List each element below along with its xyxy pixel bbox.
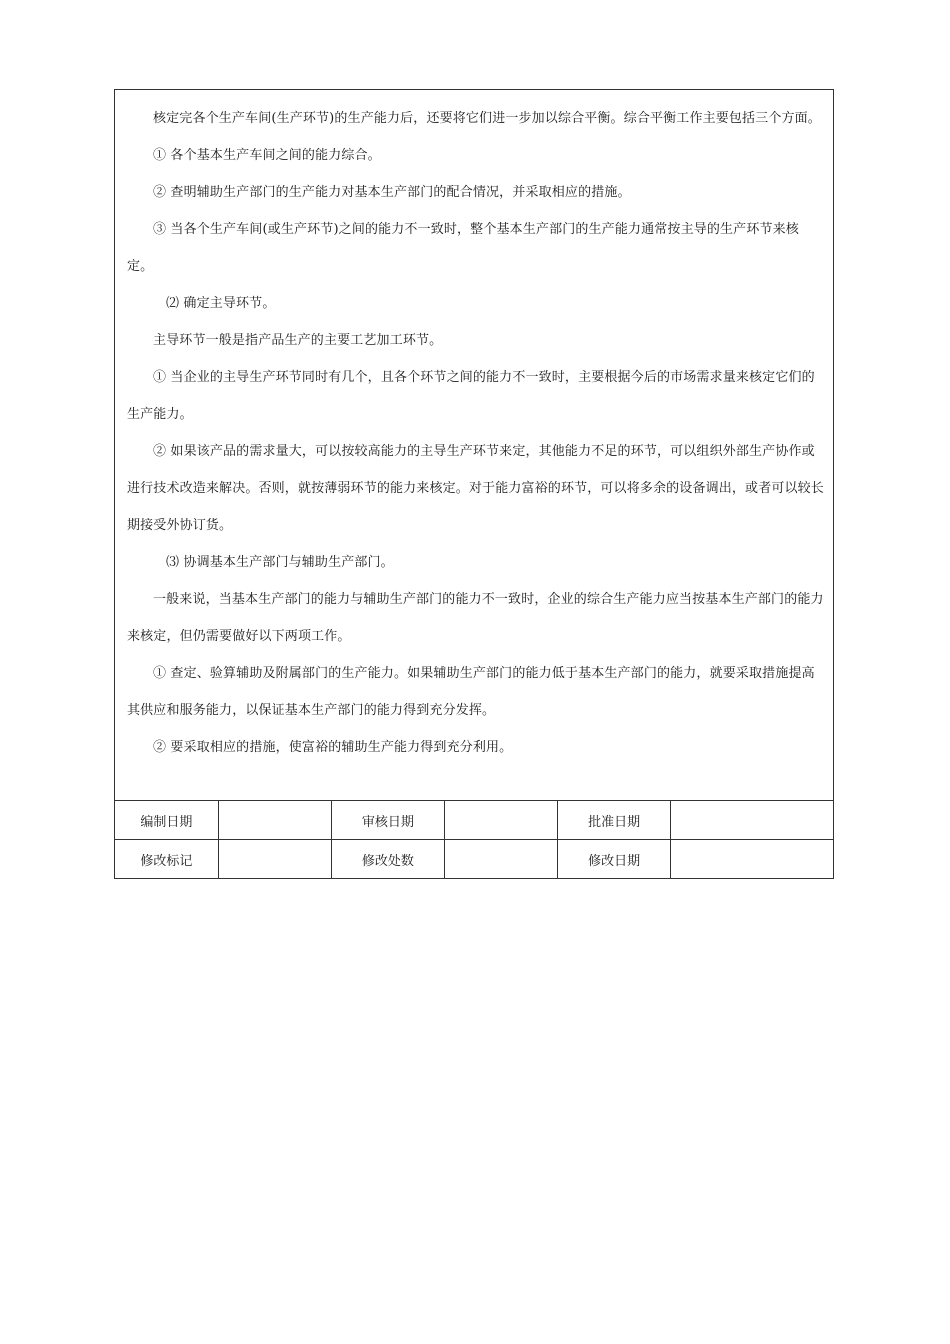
- paragraph-item-2: ② 查明辅助生产部门的生产能力对基本生产部门的配合情况，并采取相应的措施。: [153, 185, 631, 200]
- approval-row: [115, 801, 833, 840]
- revision-date-field[interactable]: [671, 840, 833, 879]
- approval-date-label: 批准日期: [558, 801, 671, 840]
- review-date-field[interactable]: [444, 801, 557, 840]
- review-date-label: 审核日期: [331, 801, 444, 840]
- document-frame: [114, 89, 834, 879]
- revision-row: [115, 840, 833, 879]
- prepared-date-field[interactable]: [218, 801, 331, 840]
- paragraph-intro: 核定完各个生产车间(生产环节)的生产能力后，还要将它们进一步加以综合平衡。综合平衡工作主要包括三个方面。: [153, 111, 821, 126]
- paragraph-coordination-1: ① 查定、验算辅助及附属部门的生产能力。如果辅助生产部门的能力低于基本生产部门的能力，就要采取措施提高其供应和服务能力，以保证基本生产部门的能力得到充分发挥。: [127, 666, 815, 718]
- revision-count-label: 修改处数: [331, 840, 444, 879]
- section-heading-3: ⑶ 协调基本生产部门与辅助生产部门。: [166, 555, 394, 570]
- revision-mark-label: 修改标记: [115, 840, 218, 879]
- paragraph-item-1: ① 各个基本生产车间之间的能力综合。: [153, 148, 381, 163]
- paragraph-main-link-2: ② 如果该产品的需求量大，可以按较高能力的主导生产环节来定，其他能力不足的环节，可以组织外部生产协作或进行技术改造来解决。否则，就按薄弱环节的能力来核定。对于能力富裕的环节，可以将多余的设备调出，或者可以较长期接受外协订货。: [127, 444, 824, 533]
- content-cell: [115, 90, 833, 801]
- paragraph-coordination: 一般来说，当基本生产部门的能力与辅助生产部门的能力不一致时，企业的综合生产能力应当按基本生产部门的能力来核定，但仍需要做好以下两项工作。: [127, 592, 824, 644]
- paragraph-coordination-2: ② 要采取相应的措施，使富裕的辅助生产能力得到充分利用。: [153, 740, 513, 755]
- approval-table: [115, 801, 833, 878]
- approval-date-field[interactable]: [671, 801, 833, 840]
- revision-mark-field[interactable]: [218, 840, 331, 879]
- paragraph-item-3: ③ 当各个生产车间(或生产环节)之间的能力不一致时，整个基本生产部门的生产能力通常按主导的生产环节来核定。: [127, 222, 799, 274]
- revision-date-label: 修改日期: [558, 840, 671, 879]
- paragraph-main-link: 主导环节一般是指产品生产的主要工艺加工环节。: [153, 333, 443, 348]
- section-heading-2: ⑵ 确定主导环节。: [166, 296, 276, 311]
- revision-count-field[interactable]: [444, 840, 557, 879]
- prepared-date-label: 编制日期: [115, 801, 218, 840]
- paragraph-main-link-1: ① 当企业的主导生产环节同时有几个，且各个环节之间的能力不一致时，主要根据今后的市场需求量来核定它们的生产能力。: [127, 370, 815, 422]
